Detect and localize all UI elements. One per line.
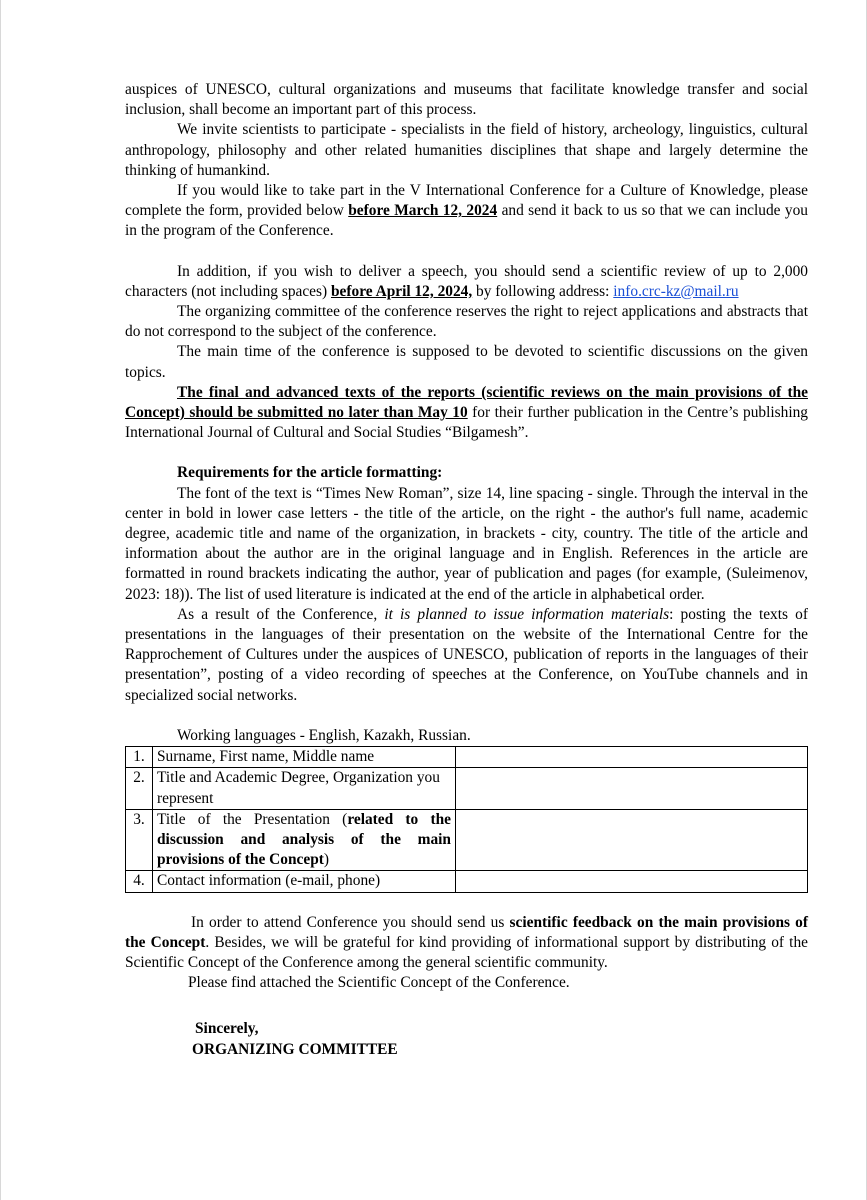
form-row <box>126 871 808 892</box>
paragraph-invitation: We invite scientists to participate - specialists in the field of history, archeology, linguistics, cultural anthropology, philosophy and other related humanities disciplines that shape and largely determine the thinking of humankind. <box>125 121 808 179</box>
paragraph-discussions: The main time of the conference is supposed to be devoted to scientific discussions on the given topics. <box>125 343 808 381</box>
form-answer-cell[interactable] <box>456 747 808 768</box>
closing-line: Sincerely, <box>195 1020 259 1038</box>
row-label: Contact information (e-mail, phone) <box>153 871 456 892</box>
document-body <box>125 80 808 1060</box>
speech-text: In addition, if you wish to deliver a speech, you should send a scientific review of up to 2,000 characters (not including spaces) <box>125 262 808 300</box>
row-label-text: Title of the Presentation ( <box>157 810 348 828</box>
form-answer-cell[interactable] <box>456 768 808 809</box>
form-row <box>126 747 808 768</box>
paragraph-attachment: Please find attached the Scientific Concept of the Conference. <box>188 974 570 992</box>
form-row <box>126 768 808 809</box>
paragraph-final-texts <box>125 383 808 444</box>
feedback-text: In order to attend Conference you should send us <box>191 913 510 931</box>
row-label-bold: related to the discussion and analysis of the main provisions of the Concept <box>157 810 451 869</box>
results-text-end: : posting the texts of presentations in the languages of their presentation on the website of the International Centre for the Rapprochement of Cultures under the auspices of UNESCO, publication of reports in the languages of their presentation”, posting of a video recording of speeches at the Conference, on YouTube channels and in specialized social networks. <box>125 605 808 704</box>
registration-text-end: and send it back to us so that we can include you in the program of the Conference. <box>125 202 808 240</box>
signature-line: ORGANIZING COMMITTEE <box>192 1040 398 1058</box>
row-label-close: ) <box>323 851 330 869</box>
feedback-bold: scientific feedback on the main provisions of the Concept <box>125 913 809 951</box>
row-number: 1. <box>126 747 153 768</box>
row-label: Surname, First name, Middle name <box>153 747 456 768</box>
paragraph-registration <box>125 181 808 242</box>
paragraph-formatting: The font of the text is “Times New Roman”, size 14, line spacing - single. Through the interval in the center in bold in lower case letters - the title of the article, on the right - the author's full name, academic degree, academic title and name of the organization, in brackets - city, country. The title of the article and information about the author are in the original language and in English. References in the article are formatted in round brackets indicating the author, year of publication and pages (for example, (Suleimenov, 2023: 18)). The list of used literature is indicated at the end of the article in alphabetical order. <box>125 484 808 603</box>
form-answer-cell[interactable] <box>456 809 808 871</box>
results-text: As a result of the Conference, <box>177 605 385 623</box>
final-texts-deadline: The final and advanced texts of the reports (scientific reviews on the main provisions of the Concept) should be submitted no later than May 10 <box>125 383 808 422</box>
participant-form-table <box>125 746 808 892</box>
final-texts-text: for their further publication in the Centre’s publishing International Journal of Cultural and Social Studies “Bilgamesh”. <box>125 404 808 442</box>
registration-text: If you would like to take part in the V International Conference for a Culture of Knowledge, please complete the form, provided below <box>125 182 808 220</box>
row-number: 2. <box>126 768 153 809</box>
row-number: 3. <box>126 809 153 871</box>
email-link[interactable]: info.crc-kz@mail.ru <box>613 282 739 300</box>
row-label <box>153 809 456 871</box>
feedback-text-end: . Besides, we will be grateful for kind providing of informational support by distributing of the Scientific Concept of the Conference among the general scientific community. <box>125 933 808 971</box>
form-answer-cell[interactable] <box>456 871 808 892</box>
paragraph-results <box>125 605 808 706</box>
paragraph-feedback <box>125 913 808 974</box>
speech-text-address: by following address: <box>472 282 614 300</box>
results-italic: it is planned to issue information materials <box>384 605 670 623</box>
speech-deadline: before April 12, 2024, <box>330 282 473 300</box>
form-row <box>126 809 808 871</box>
requirements-heading: Requirements for the article formatting: <box>177 464 443 482</box>
row-number: 4. <box>126 871 153 892</box>
row-label: Title and Academic Degree, Organization you represent <box>153 768 456 809</box>
paragraph-rejection: The organizing committee of the conference reserves the right to reject applications and abstracts that do not correspond to the subject of the conference. <box>125 303 808 341</box>
registration-deadline: before March 12, 2024 <box>348 202 498 220</box>
paragraph-speech <box>125 262 808 302</box>
paragraph-unesco: auspices of UNESCO, cultural organizations and museums that facilitate knowledge transfer and social inclusion, shall become an important part of this process. <box>125 81 808 119</box>
working-languages: Working languages - English, Kazakh, Russian. <box>177 726 471 744</box>
